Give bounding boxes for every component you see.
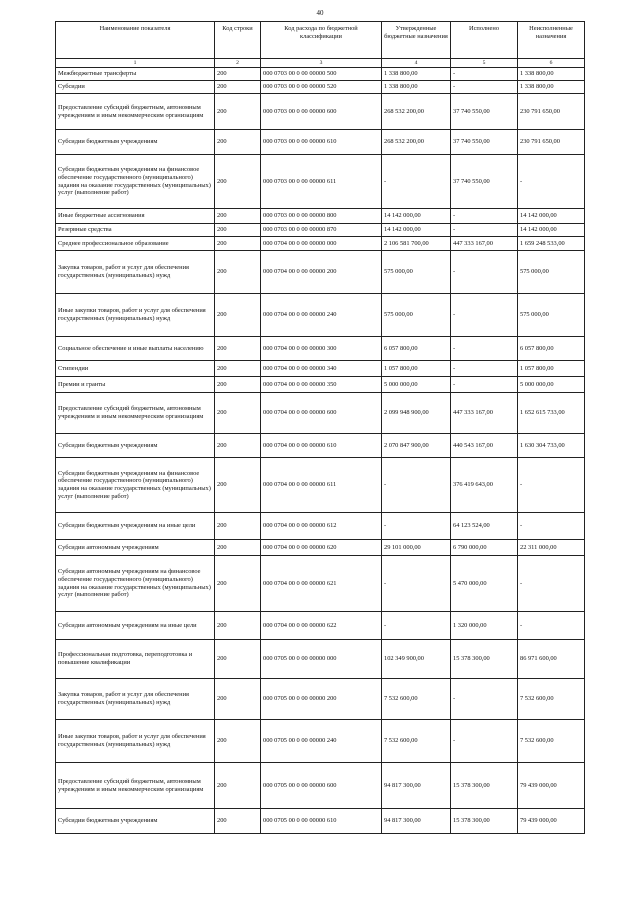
classification-code: 000 0703 00 0 00 00000 600 — [261, 94, 382, 130]
executed-amount: - — [451, 361, 518, 377]
indicator-name: Субсидии бюджетным учреждениям — [56, 130, 215, 155]
budget-execution-table — [55, 21, 585, 834]
approved-amount: 5 000 000,00 — [382, 377, 451, 393]
executed-amount: - — [451, 68, 518, 81]
indicator-name: Среднее профессиональное образование — [56, 237, 215, 251]
approved-amount: - — [382, 155, 451, 209]
unexecuted-amount: 575 000,00 — [518, 294, 585, 337]
approved-amount: 6 057 800,00 — [382, 337, 451, 361]
approved-amount: 94 817 300,00 — [382, 809, 451, 834]
approved-amount: 2 106 581 700,00 — [382, 237, 451, 251]
line-code: 200 — [215, 540, 261, 556]
approved-amount: 1 338 800,00 — [382, 68, 451, 81]
classification-code: 000 0704 00 0 00 00000 300 — [261, 337, 382, 361]
line-code: 200 — [215, 434, 261, 458]
executed-amount: 376 419 643,00 — [451, 458, 518, 513]
line-code: 200 — [215, 640, 261, 679]
table-row — [56, 251, 585, 294]
classification-code: 000 0704 00 0 00 00000 350 — [261, 377, 382, 393]
unexecuted-amount: 14 142 000,00 — [518, 209, 585, 224]
indicator-name: Субсидии бюджетным учреждениям на финансовое обеспечение государственного (муниципального) задания на оказание государственных (муниципальных) услуг (выполнение работ) — [56, 155, 215, 209]
line-code: 200 — [215, 81, 261, 94]
table-row — [56, 224, 585, 237]
executed-amount: 37 740 550,00 — [451, 94, 518, 130]
table-row — [56, 361, 585, 377]
column-number-row — [56, 59, 585, 68]
line-code: 200 — [215, 393, 261, 434]
line-code: 200 — [215, 720, 261, 763]
column-number: 4 — [382, 59, 451, 68]
classification-code: 000 0704 00 0 00 00000 200 — [261, 251, 382, 294]
unexecuted-amount: 1 652 615 733,00 — [518, 393, 585, 434]
header-executed: Исполнено — [451, 22, 518, 59]
table-row — [56, 68, 585, 81]
approved-amount: 2 070 847 900,00 — [382, 434, 451, 458]
classification-code: 000 0705 00 0 00 00000 610 — [261, 809, 382, 834]
indicator-name: Субсидии — [56, 81, 215, 94]
line-code: 200 — [215, 513, 261, 540]
table-row — [56, 763, 585, 809]
table-row — [56, 94, 585, 130]
line-code: 200 — [215, 556, 261, 612]
table-row — [56, 458, 585, 513]
table-row — [56, 434, 585, 458]
indicator-name: Иные закупки товаров, работ и услуг для обеспечения государственных (муниципальных) нужд — [56, 720, 215, 763]
executed-amount: 37 740 550,00 — [451, 155, 518, 209]
column-number: 3 — [261, 59, 382, 68]
classification-code: 000 0703 00 0 00 00000 610 — [261, 130, 382, 155]
approved-amount: 14 142 000,00 — [382, 209, 451, 224]
line-code: 200 — [215, 251, 261, 294]
indicator-name: Межбюджетные трансферты — [56, 68, 215, 81]
line-code: 200 — [215, 155, 261, 209]
executed-amount: 15 378 300,00 — [451, 809, 518, 834]
approved-amount: 575 000,00 — [382, 294, 451, 337]
executed-amount: 15 378 300,00 — [451, 763, 518, 809]
classification-code: 000 0703 00 0 00 00000 611 — [261, 155, 382, 209]
approved-amount: 268 532 200,00 — [382, 130, 451, 155]
table-row — [56, 612, 585, 640]
line-code: 200 — [215, 612, 261, 640]
indicator-name: Субсидии бюджетным учреждениям на финансовое обеспечение государственного (муниципального) задания на оказание государственных (муниципальных) услуг (выполнение работ) — [56, 458, 215, 513]
executed-amount: 440 543 167,00 — [451, 434, 518, 458]
unexecuted-amount: 1 338 800,00 — [518, 68, 585, 81]
approved-amount: - — [382, 556, 451, 612]
indicator-name: Социальное обеспечение и иные выплаты населению — [56, 337, 215, 361]
page-number: 40 — [316, 9, 324, 17]
classification-code: 000 0705 00 0 00 00000 000 — [261, 640, 382, 679]
approved-amount: 14 142 000,00 — [382, 224, 451, 237]
classification-code: 000 0703 00 0 00 00000 800 — [261, 209, 382, 224]
approved-amount: 29 101 000,00 — [382, 540, 451, 556]
column-number: 2 — [215, 59, 261, 68]
executed-amount: - — [451, 720, 518, 763]
unexecuted-amount: - — [518, 556, 585, 612]
column-number: 1 — [56, 59, 215, 68]
table-row — [56, 679, 585, 720]
unexecuted-amount: 79 439 000,00 — [518, 809, 585, 834]
unexecuted-amount: 7 532 600,00 — [518, 720, 585, 763]
executed-amount: 37 740 550,00 — [451, 130, 518, 155]
table-row — [56, 809, 585, 834]
line-code: 200 — [215, 130, 261, 155]
unexecuted-amount: 1 659 248 533,00 — [518, 237, 585, 251]
approved-amount: - — [382, 612, 451, 640]
unexecuted-amount: - — [518, 155, 585, 209]
approved-amount: 268 532 200,00 — [382, 94, 451, 130]
indicator-name: Закупка товаров, работ и услуг для обеспечения государственных (муниципальных) нужд — [56, 679, 215, 720]
classification-code: 000 0704 00 0 00 00000 240 — [261, 294, 382, 337]
table-row — [56, 540, 585, 556]
table-row — [56, 337, 585, 361]
executed-amount: 5 470 000,00 — [451, 556, 518, 612]
table-row — [56, 237, 585, 251]
executed-amount: 447 333 167,00 — [451, 393, 518, 434]
classification-code: 000 0705 00 0 00 00000 200 — [261, 679, 382, 720]
indicator-name: Профессиональная подготовка, переподготовка и повышение квалификации — [56, 640, 215, 679]
header-unexecuted: Неисполненные назначения — [518, 22, 585, 59]
classification-code: 000 0703 00 0 00 00000 520 — [261, 81, 382, 94]
approved-amount: 575 000,00 — [382, 251, 451, 294]
approved-amount: 94 817 300,00 — [382, 763, 451, 809]
unexecuted-amount: 79 439 000,00 — [518, 763, 585, 809]
indicator-name: Предоставление субсидий бюджетным, автономным учреждениям и иным некоммерческим организациям — [56, 393, 215, 434]
column-number: 6 — [518, 59, 585, 68]
classification-code: 000 0704 00 0 00 00000 612 — [261, 513, 382, 540]
indicator-name: Субсидии автономным учреждениям — [56, 540, 215, 556]
line-code: 200 — [215, 361, 261, 377]
line-code: 200 — [215, 763, 261, 809]
column-number: 5 — [451, 59, 518, 68]
approved-amount: 1 338 800,00 — [382, 81, 451, 94]
header-approved: Утвержденные бюджетные назначения — [382, 22, 451, 59]
approved-amount: - — [382, 513, 451, 540]
table-row — [56, 294, 585, 337]
table-row — [56, 513, 585, 540]
indicator-name: Закупка товаров, работ и услуг для обеспечения государственных (муниципальных) нужд — [56, 251, 215, 294]
unexecuted-amount: 5 000 000,00 — [518, 377, 585, 393]
executed-amount: 1 320 000,00 — [451, 612, 518, 640]
approved-amount: 1 057 800,00 — [382, 361, 451, 377]
line-code: 200 — [215, 68, 261, 81]
indicator-name: Субсидии бюджетным учреждениям на иные цели — [56, 513, 215, 540]
indicator-name: Субсидии бюджетным учреждениям — [56, 809, 215, 834]
line-code: 200 — [215, 377, 261, 393]
unexecuted-amount: 7 532 600,00 — [518, 679, 585, 720]
classification-code: 000 0703 00 0 00 00000 500 — [261, 68, 382, 81]
unexecuted-amount: - — [518, 458, 585, 513]
line-code: 200 — [215, 294, 261, 337]
executed-amount: - — [451, 81, 518, 94]
table-row — [56, 130, 585, 155]
line-code: 200 — [215, 237, 261, 251]
header-budget-classification: Код расхода по бюджетной классификации — [261, 22, 382, 59]
classification-code: 000 0704 00 0 00 00000 622 — [261, 612, 382, 640]
indicator-name: Иные бюджетные ассигнования — [56, 209, 215, 224]
unexecuted-amount: 575 000,00 — [518, 251, 585, 294]
classification-code: 000 0705 00 0 00 00000 240 — [261, 720, 382, 763]
indicator-name: Субсидии автономным учреждениям на финансовое обеспечение государственного (муниципального) задания на оказание государственных (муниципальных) услуг (выполнение работ) — [56, 556, 215, 612]
unexecuted-amount: - — [518, 612, 585, 640]
unexecuted-amount: 6 057 800,00 — [518, 337, 585, 361]
table-row — [56, 556, 585, 612]
line-code: 200 — [215, 224, 261, 237]
table-row — [56, 209, 585, 224]
unexecuted-amount: 1 057 800,00 — [518, 361, 585, 377]
executed-amount: - — [451, 377, 518, 393]
unexecuted-amount: 14 142 000,00 — [518, 224, 585, 237]
executed-amount: - — [451, 251, 518, 294]
executed-amount: 64 123 524,00 — [451, 513, 518, 540]
line-code: 200 — [215, 679, 261, 720]
classification-code: 000 0704 00 0 00 00000 620 — [261, 540, 382, 556]
executed-amount: 447 333 167,00 — [451, 237, 518, 251]
header-line-code: Код строки — [215, 22, 261, 59]
indicator-name: Премии и гранты — [56, 377, 215, 393]
classification-code: 000 0704 00 0 00 00000 610 — [261, 434, 382, 458]
table-row — [56, 720, 585, 763]
line-code: 200 — [215, 209, 261, 224]
executed-amount: - — [451, 224, 518, 237]
indicator-name: Резервные средства — [56, 224, 215, 237]
unexecuted-amount: 1 338 800,00 — [518, 81, 585, 94]
unexecuted-amount: 86 971 600,00 — [518, 640, 585, 679]
executed-amount: 6 790 000,00 — [451, 540, 518, 556]
table-header-row — [56, 22, 585, 59]
table-row — [56, 377, 585, 393]
approved-amount: 7 532 600,00 — [382, 720, 451, 763]
table-row — [56, 640, 585, 679]
executed-amount: - — [451, 679, 518, 720]
executed-amount: 15 378 300,00 — [451, 640, 518, 679]
classification-code: 000 0704 00 0 00 00000 340 — [261, 361, 382, 377]
unexecuted-amount: 22 311 000,00 — [518, 540, 585, 556]
unexecuted-amount: 230 791 650,00 — [518, 130, 585, 155]
indicator-name: Стипендии — [56, 361, 215, 377]
table-row — [56, 155, 585, 209]
indicator-name: Субсидии бюджетным учреждениям — [56, 434, 215, 458]
executed-amount: - — [451, 294, 518, 337]
classification-code: 000 0703 00 0 00 00000 870 — [261, 224, 382, 237]
approved-amount: 7 532 600,00 — [382, 679, 451, 720]
line-code: 200 — [215, 458, 261, 513]
unexecuted-amount: 1 630 304 733,00 — [518, 434, 585, 458]
indicator-name: Предоставление субсидий бюджетным, автономным учреждениям и иным некоммерческим организациям — [56, 763, 215, 809]
classification-code: 000 0704 00 0 00 00000 611 — [261, 458, 382, 513]
unexecuted-amount: - — [518, 513, 585, 540]
approved-amount: 102 349 900,00 — [382, 640, 451, 679]
table-row — [56, 393, 585, 434]
indicator-name: Субсидии автономным учреждениям на иные цели — [56, 612, 215, 640]
unexecuted-amount: 230 791 650,00 — [518, 94, 585, 130]
line-code: 200 — [215, 337, 261, 361]
header-indicator-name: Наименование показателя — [56, 22, 215, 59]
classification-code: 000 0704 00 0 00 00000 600 — [261, 393, 382, 434]
line-code: 200 — [215, 809, 261, 834]
indicator-name: Иные закупки товаров, работ и услуг для обеспечения государственных (муниципальных) нужд — [56, 294, 215, 337]
classification-code: 000 0704 00 0 00 00000 000 — [261, 237, 382, 251]
indicator-name: Предоставление субсидий бюджетным, автономным учреждениям и иным некоммерческим организациям — [56, 94, 215, 130]
classification-code: 000 0704 00 0 00 00000 621 — [261, 556, 382, 612]
executed-amount: - — [451, 337, 518, 361]
classification-code: 000 0705 00 0 00 00000 600 — [261, 763, 382, 809]
executed-amount: - — [451, 209, 518, 224]
line-code: 200 — [215, 94, 261, 130]
approved-amount: 2 099 948 900,00 — [382, 393, 451, 434]
table-row — [56, 81, 585, 94]
approved-amount: - — [382, 458, 451, 513]
